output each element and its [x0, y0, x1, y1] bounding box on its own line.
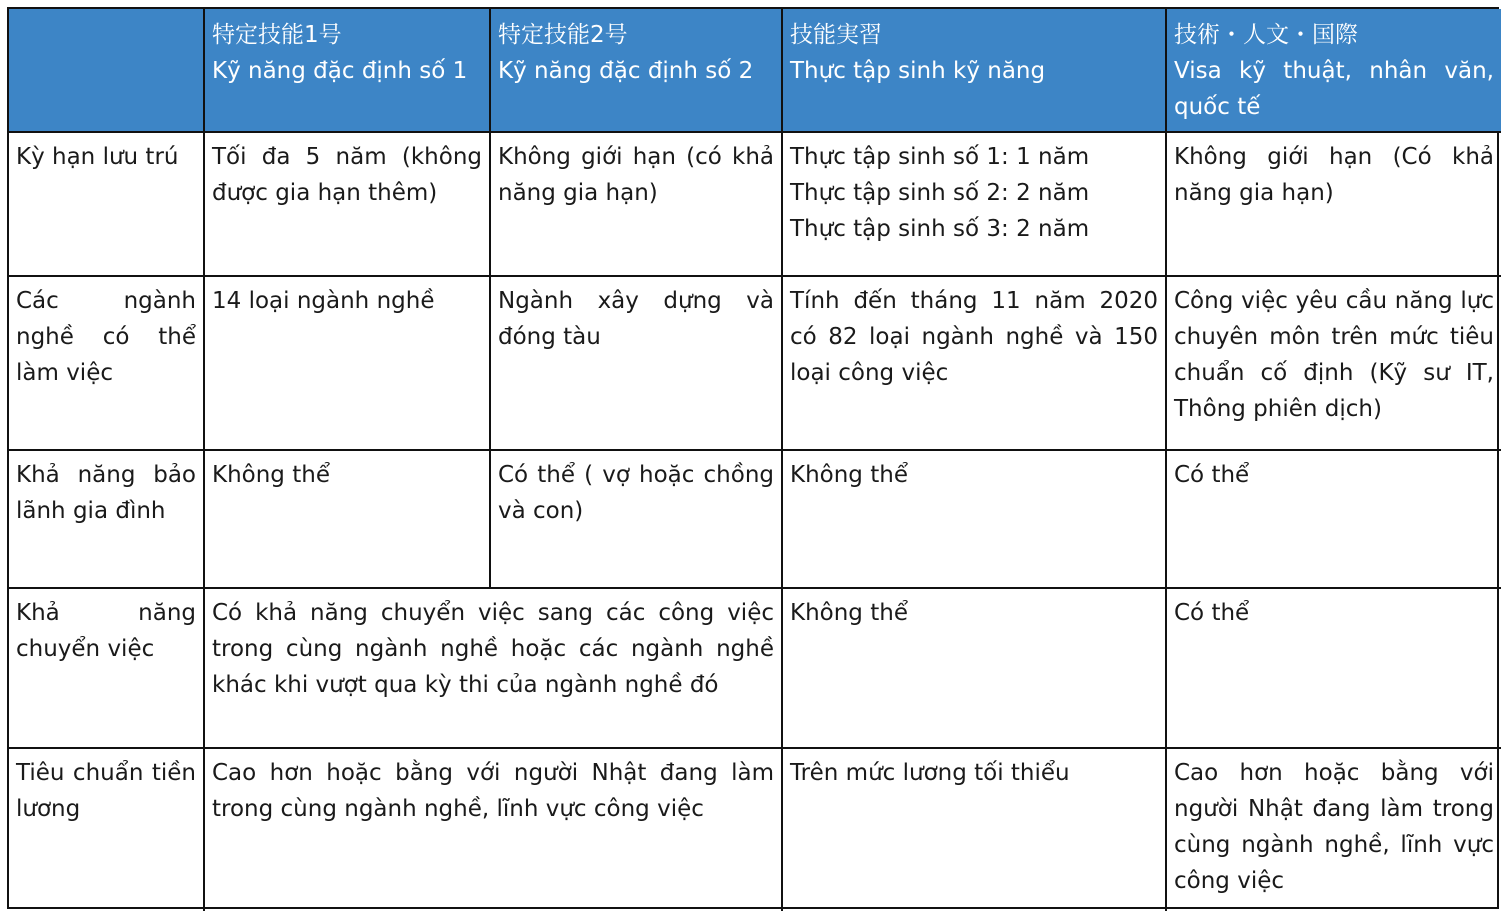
header-cell-tokutei-1: [205, 9, 491, 133]
header-cell-gijutsu: [1167, 9, 1501, 133]
row-label-work-fields: Các ngành nghề có thể làm việc: [9, 277, 205, 451]
cell-fields-col4: Công việc yêu cầu năng lực chuyên môn trên mức tiêu chuẩn cố định (Kỹ sư IT, Thông phiên dịch): [1167, 277, 1501, 451]
cell-stay-col2: Không giới hạn (có khả năng gia hạn): [491, 133, 783, 277]
cell-family-col1: Không thể: [205, 451, 491, 589]
cell-fields-col1: 14 loại ngành nghề: [205, 277, 491, 451]
cell-family-col2: Có thể ( vợ hoặc chồng và con): [491, 451, 783, 589]
cell-stay-col1: Tối đa 5 năm (không được gia hạn thêm): [205, 133, 491, 277]
row-label-stay-period: Kỳ hạn lưu trú: [9, 133, 205, 277]
header-vn-label: Kỹ năng đặc định số 2: [498, 58, 754, 84]
header-vn-label: Thực tập sinh kỹ năng: [790, 58, 1046, 84]
header-jp-label: 技能実習: [790, 22, 882, 48]
cell-salary-col3: Trên mức lương tối thiểu: [783, 749, 1167, 911]
cell-family-col3: Không thể: [783, 451, 1167, 589]
header-cell-tokutei-2: [491, 9, 783, 133]
cell-line: Thực tập sinh số 3: 2 năm: [790, 216, 1090, 242]
cell-transfer-col4: Có thể: [1167, 589, 1501, 749]
cell-stay-col3: [783, 133, 1167, 277]
row-label-family-sponsorship: Khả năng bảo lãnh gia đình: [9, 451, 205, 589]
cell-transfer-col3: Không thể: [783, 589, 1167, 749]
cell-line: Thực tập sinh số 2: 2 năm: [790, 180, 1090, 206]
header-jp-label: 技術・人文・国際: [1174, 22, 1358, 48]
cell-stay-col4: Không giới hạn (Có khả năng gia hạn): [1167, 133, 1501, 277]
cell-fields-col3: Tính đến tháng 11 năm 2020 có 82 loại ngành nghề và 150 loại công việc: [783, 277, 1167, 451]
cell-salary-col4: Cao hơn hoặc bằng với người Nhật đang làm trong cùng ngành nghề, lĩnh vực công việc: [1174, 760, 1494, 894]
cell-line: Thực tập sinh số 1: 1 năm: [790, 144, 1090, 170]
row-label-job-transfer: Khả năng chuyển việc: [9, 589, 205, 749]
cell-fields-col2: Ngành xây dựng và đóng tàu: [491, 277, 783, 451]
header-vn-label: Visa kỹ thuật, nhân văn, quốc tế: [1174, 58, 1494, 120]
header-jp-label: 特定技能2号: [498, 22, 628, 48]
comparison-table: [7, 7, 1499, 909]
row-label-salary-standard: Tiêu chuẩn tiền lương: [9, 749, 205, 911]
cell-family-col4: Có thể: [1167, 451, 1501, 589]
header-vn-label: Kỹ năng đặc định số 1: [212, 58, 468, 84]
header-jp-label: 特定技能1号: [212, 22, 342, 48]
cell-salary-col1-2: Cao hơn hoặc bằng với người Nhật đang làm trong cùng ngành nghề, lĩnh vực công việc: [205, 749, 783, 911]
header-corner-cell: [9, 9, 205, 133]
cell-transfer-col1-2: Có khả năng chuyển việc sang các công việc trong cùng ngành nghề hoặc các ngành nghề khác khi vượt qua kỳ thi của ngành nghề đó: [205, 589, 783, 749]
header-cell-ginou-jisshu: [783, 9, 1167, 133]
